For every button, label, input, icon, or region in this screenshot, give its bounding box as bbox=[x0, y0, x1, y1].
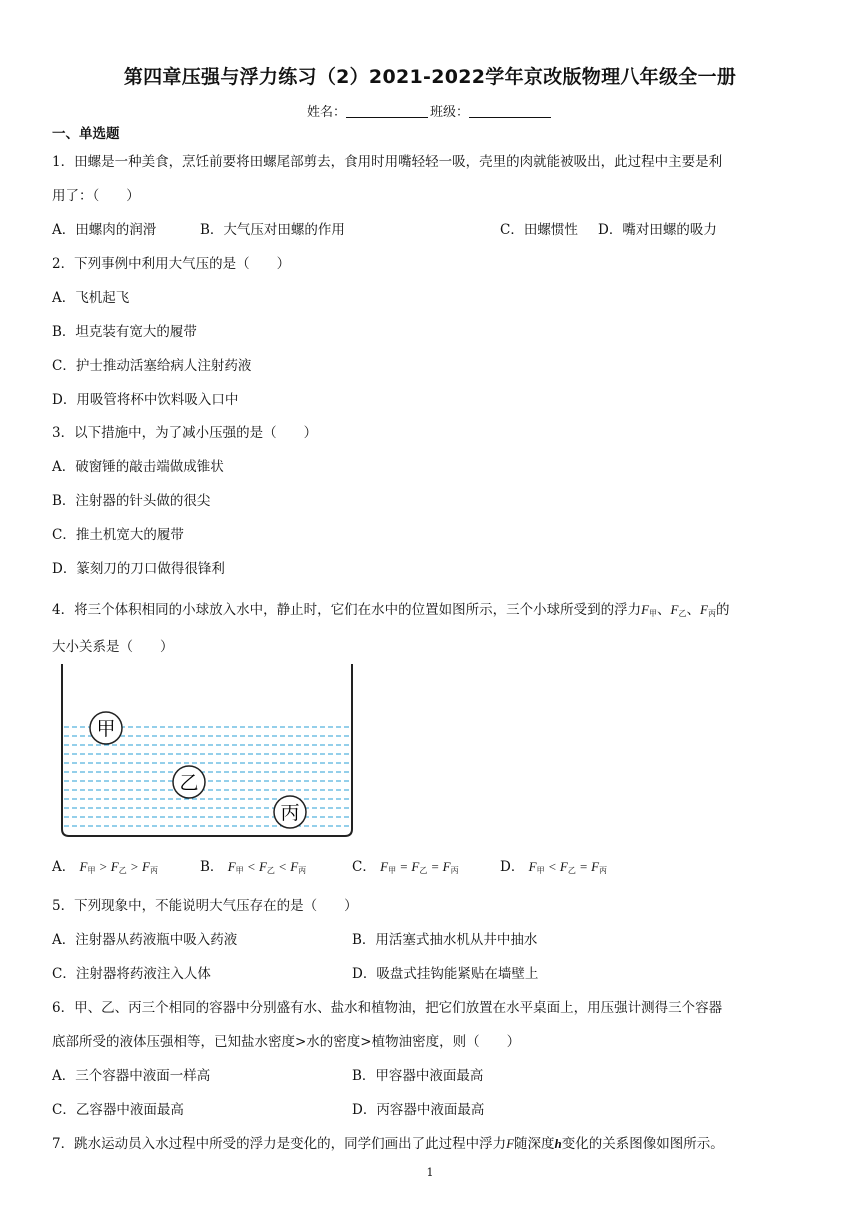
q6-line-2: 底部所受的液体压强相等，已知盐水密度>水的密度>植物油密度，则（ ） bbox=[52, 1034, 521, 1050]
q5-option-c: C．注射器将药液注入人体 bbox=[52, 966, 211, 982]
q1-option-b: B．大气压对田螺的作用 bbox=[200, 222, 345, 238]
q2-option-d: D．用吸管将杯中饮料吸入口中 bbox=[52, 392, 239, 408]
q4-line-end: 的 bbox=[715, 602, 730, 618]
svg-text:甲: 甲 bbox=[96, 718, 116, 740]
name-class-line bbox=[0, 101, 860, 120]
q3-option-c: C．推土机宽大的履带 bbox=[52, 527, 184, 543]
page-number: 1 bbox=[426, 1166, 434, 1179]
q4-line-1 bbox=[52, 598, 729, 619]
q3-option-b: B．注射器的针头做的很尖 bbox=[52, 493, 211, 509]
q4-force-bing: $F_丙$ bbox=[700, 602, 716, 618]
q4-option-d: D． $F_甲 < F_乙 = F_丙$ bbox=[500, 859, 608, 875]
name-label: 姓名： bbox=[306, 105, 346, 120]
q6-option-d: D．丙容器中液面最高 bbox=[352, 1102, 485, 1118]
q6-line-1: 6．甲、乙、丙三个相同的容器中分别盛有水、盐水和植物油，把它们放置在水平桌面上，用压强计测得三个容器 bbox=[52, 1000, 723, 1016]
q5-option-d: D．吸盘式挂钩能紧贴在墙壁上 bbox=[352, 966, 539, 982]
q1-option-d: D．嘴对田螺的吸力 bbox=[598, 222, 717, 238]
q4-option-a: A． $F_甲 > F_乙 > F_丙$ bbox=[52, 859, 158, 875]
q1-line-2: 用了：（ ） bbox=[52, 188, 140, 204]
q6-option-a: A．三个容器中液面一样高 bbox=[52, 1068, 211, 1084]
q6-option-b: B．甲容器中液面最高 bbox=[352, 1068, 484, 1084]
q4-sep-2: 、 bbox=[686, 602, 700, 618]
container-figure bbox=[58, 664, 358, 840]
q2-option-c: C．护士推动活塞给病人注射药液 bbox=[52, 358, 252, 374]
q1-line-1: 1．田螺是一种美食，烹饪前要将田螺尾部剪去，食用时用嘴轻轻一吸，壳里的肉就能被吸出，此过程中主要是利 bbox=[52, 154, 723, 170]
q2-option-b: B．坦克装有宽大的履带 bbox=[52, 324, 197, 340]
q5-option-a: A．注射器从药液瓶中吸入药液 bbox=[52, 932, 238, 948]
q4-force-jia: $F_甲$ bbox=[641, 602, 658, 618]
section-heading: 一、单选题 bbox=[52, 126, 120, 142]
ball-yi bbox=[173, 766, 205, 798]
ball-jia bbox=[90, 712, 122, 744]
q4-force-yi: $F_乙$ bbox=[670, 602, 687, 618]
class-blank[interactable] bbox=[469, 105, 551, 118]
q1-option-c: C．田螺惯性 bbox=[500, 222, 578, 238]
q5-stem: 5．下列现象中，不能说明大气压存在的是（ ） bbox=[52, 898, 358, 914]
q1-option-a: A．田螺肉的润滑 bbox=[52, 222, 157, 238]
q3-option-d: D．篆刻刀的刀口做得很锋利 bbox=[52, 561, 225, 577]
q3-stem: 3．以下措施中，为了减小压强的是（ ） bbox=[52, 425, 318, 441]
q2-stem: 2．下列事例中利用大气压的是（ ） bbox=[52, 256, 291, 272]
q5-option-b: B．用活塞式抽水机从井中抽水 bbox=[352, 932, 538, 948]
q4-option-c: C． $F_甲 = F_乙 = F_丙$ bbox=[352, 859, 459, 875]
container-outline bbox=[62, 664, 352, 836]
q7-stem: 7．跳水运动员入水过程中所受的浮力是变化的，同学们画出了此过程中浮力F随深度h变化的关系图像如图所示。 bbox=[52, 1136, 724, 1152]
q4-stem-text: 4．将三个体积相同的小球放入水中，静止时，它们在水中的位置如图所示，三个小球所受到的浮力 bbox=[52, 602, 642, 618]
page-title: 第四章压强与浮力练习（2）2021-2022学年京改版物理八年级全一册 bbox=[123, 66, 737, 88]
q4-option-b: B． $F_甲 < F_乙 < F_丙$ bbox=[200, 859, 307, 875]
q6-option-c: C．乙容器中液面最高 bbox=[52, 1102, 184, 1118]
q2-option-a: A．飞机起飞 bbox=[52, 290, 130, 306]
ball-bing bbox=[274, 796, 306, 828]
q3-option-a: A．破窗锤的敲击端做成锥状 bbox=[52, 459, 224, 475]
class-label: 班级： bbox=[430, 105, 470, 120]
q4-sep-1: 、 bbox=[657, 602, 671, 618]
name-blank[interactable] bbox=[346, 105, 428, 118]
q4-line-2: 大小关系是（ ） bbox=[52, 639, 174, 655]
svg-text:乙: 乙 bbox=[179, 772, 199, 794]
svg-text:丙: 丙 bbox=[280, 802, 300, 824]
